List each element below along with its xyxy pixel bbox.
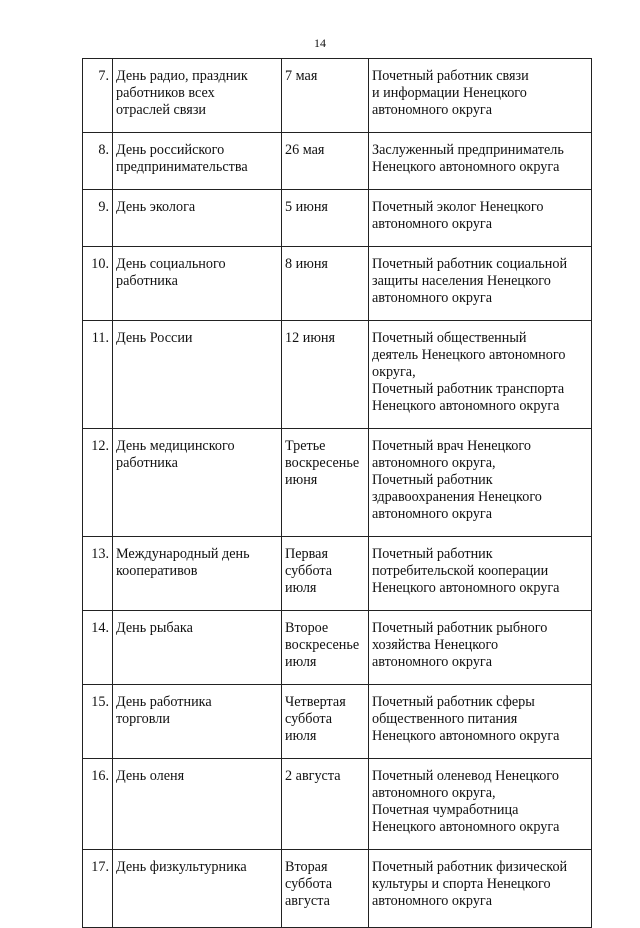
honorary-title: Почетный работник потребительской кооперации Ненецкого автономного округа bbox=[369, 537, 592, 611]
holiday-name: День рыбака bbox=[113, 611, 282, 685]
honorary-title: Почетный работник рыбного хозяйства Ненецкого автономного округа bbox=[369, 611, 592, 685]
holiday-name: Международный день кооперативов bbox=[113, 537, 282, 611]
honorary-title: Почетный эколог Ненецкого автономного округа bbox=[369, 190, 592, 247]
holiday-name: День радио, праздник работников всех отраслей связи bbox=[113, 59, 282, 133]
honorary-title: Почетный работник физической культуры и спорта Ненецкого автономного округа bbox=[369, 850, 592, 928]
table-row bbox=[83, 759, 592, 850]
honorary-title: Почетный работник связи и информации Ненецкого автономного округа bbox=[369, 59, 592, 133]
holiday-name: День российского предпринимательства bbox=[113, 133, 282, 190]
table-row bbox=[83, 321, 592, 429]
row-number: 17. bbox=[83, 850, 113, 928]
row-number: 12. bbox=[83, 429, 113, 537]
honorary-title: Заслуженный предприниматель Ненецкого автономного округа bbox=[369, 133, 592, 190]
holiday-date: Четвертая суббота июля bbox=[282, 685, 369, 759]
row-number: 13. bbox=[83, 537, 113, 611]
row-number: 8. bbox=[83, 133, 113, 190]
holiday-date: Второе воскресенье июля bbox=[282, 611, 369, 685]
honorary-title: Почетный врач Ненецкого автономного округа, Почетный работник здравоохранения Ненецкого автономного округа bbox=[369, 429, 592, 537]
holiday-name: День оленя bbox=[113, 759, 282, 850]
table-row bbox=[83, 59, 592, 133]
holiday-name: День России bbox=[113, 321, 282, 429]
table-row bbox=[83, 133, 592, 190]
holiday-date: Первая суббота июля bbox=[282, 537, 369, 611]
row-number: 15. bbox=[83, 685, 113, 759]
holiday-date: 5 июня bbox=[282, 190, 369, 247]
holiday-name: День физкультурника bbox=[113, 850, 282, 928]
row-number: 9. bbox=[83, 190, 113, 247]
table-row bbox=[83, 685, 592, 759]
holiday-name: День медицинского работника bbox=[113, 429, 282, 537]
table-row bbox=[83, 850, 592, 928]
table-row bbox=[83, 429, 592, 537]
holiday-date: Третье воскресенье июня bbox=[282, 429, 369, 537]
table-row bbox=[83, 247, 592, 321]
holiday-date: 7 мая bbox=[282, 59, 369, 133]
holiday-name: День эколога bbox=[113, 190, 282, 247]
row-number: 10. bbox=[83, 247, 113, 321]
honorary-title: Почетный общественный деятель Ненецкого автономного округа, Почетный работник транспорта Ненецкого автономного округа bbox=[369, 321, 592, 429]
honorary-title: Почетный работник сферы общественного питания Ненецкого автономного округа bbox=[369, 685, 592, 759]
honorary-title: Почетный оленевод Ненецкого автономного округа, Почетная чумработница Ненецкого автономного округа bbox=[369, 759, 592, 850]
holiday-date: 12 июня bbox=[282, 321, 369, 429]
honorary-title: Почетный работник социальной защиты населения Ненецкого автономного округа bbox=[369, 247, 592, 321]
holidays-table bbox=[82, 58, 592, 928]
row-number: 7. bbox=[83, 59, 113, 133]
holiday-name: День работника торговли bbox=[113, 685, 282, 759]
holiday-date: Вторая суббота августа bbox=[282, 850, 369, 928]
page-number: 14 bbox=[314, 36, 326, 50]
table-row bbox=[83, 537, 592, 611]
row-number: 14. bbox=[83, 611, 113, 685]
row-number: 11. bbox=[83, 321, 113, 429]
holiday-date: 26 мая bbox=[282, 133, 369, 190]
holiday-date: 2 августа bbox=[282, 759, 369, 850]
table-row bbox=[83, 190, 592, 247]
holiday-name: День социального работника bbox=[113, 247, 282, 321]
row-number: 16. bbox=[83, 759, 113, 850]
table-row bbox=[83, 611, 592, 685]
holiday-date: 8 июня bbox=[282, 247, 369, 321]
